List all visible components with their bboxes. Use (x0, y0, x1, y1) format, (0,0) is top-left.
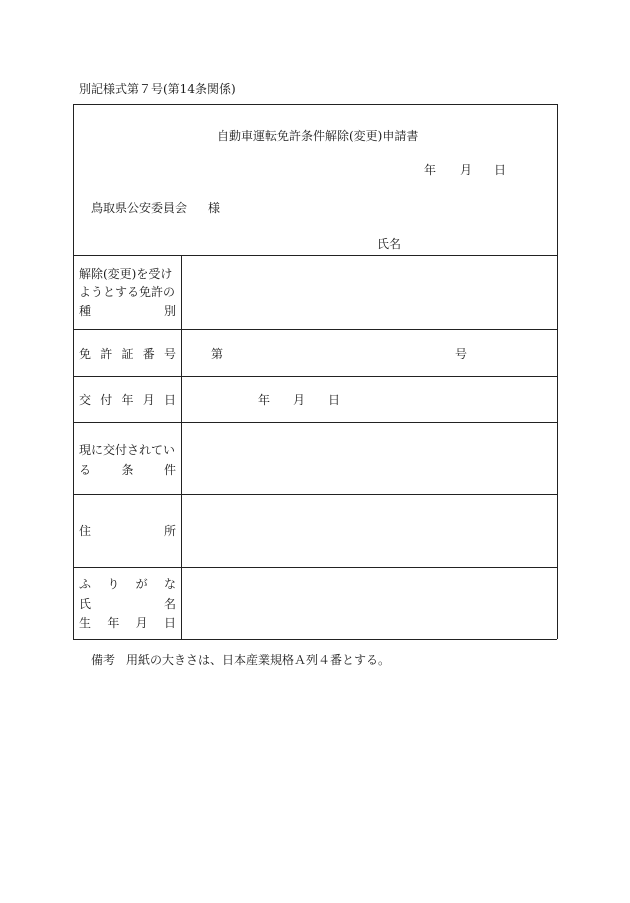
issue-date-label: 交 付 年 月 日 (79, 393, 176, 407)
note-label: 備考 (91, 653, 116, 667)
birthdate-label: 生 年 月 日 (79, 616, 176, 630)
license-number-label: 免 許 証 番 号 (79, 347, 176, 361)
issue-date-field[interactable] (183, 378, 555, 420)
issue-date-month: 月 (293, 393, 306, 407)
license-type-label-line3: 種 別 (79, 304, 176, 318)
address-field[interactable] (183, 496, 555, 565)
addressee: 鳥取県公安委員会 (91, 201, 188, 215)
furigana-label: ふ り が な (79, 577, 176, 591)
license-type-label-line1: 解除(変更)を受け (79, 267, 173, 281)
date-year-label: 年 (424, 163, 437, 177)
honorific: 様 (208, 201, 221, 215)
issue-date-year: 年 (258, 393, 271, 407)
form-title: 自動車運転免許条件解除(変更)申請書 (217, 129, 419, 143)
form-label: 別記様式第７号(第14条関係) (79, 82, 236, 96)
date-day-label: 日 (494, 163, 507, 177)
license-type-label-line2: ようとする免許の (79, 285, 176, 299)
date-month-label: 月 (460, 163, 473, 177)
issue-date-day: 日 (328, 393, 341, 407)
license-type-field[interactable] (183, 257, 555, 327)
license-number-prefix: 第 (211, 347, 224, 361)
address-label: 住 所 (79, 524, 176, 538)
note-text: 用紙の大きさは、日本産業規格Ａ列４番とする。 (126, 653, 391, 667)
applicant-name-label: 氏名 (377, 237, 402, 251)
name-label: 氏 名 (79, 597, 176, 611)
license-number-suffix: 号 (455, 347, 468, 361)
current-conditions-field[interactable] (183, 424, 555, 492)
license-number-field[interactable] (226, 331, 452, 374)
current-conditions-label-line1: 現に交付されてい (79, 443, 176, 457)
personal-info-field[interactable] (183, 569, 555, 637)
current-conditions-label-line2: る 条 件 (79, 463, 176, 477)
